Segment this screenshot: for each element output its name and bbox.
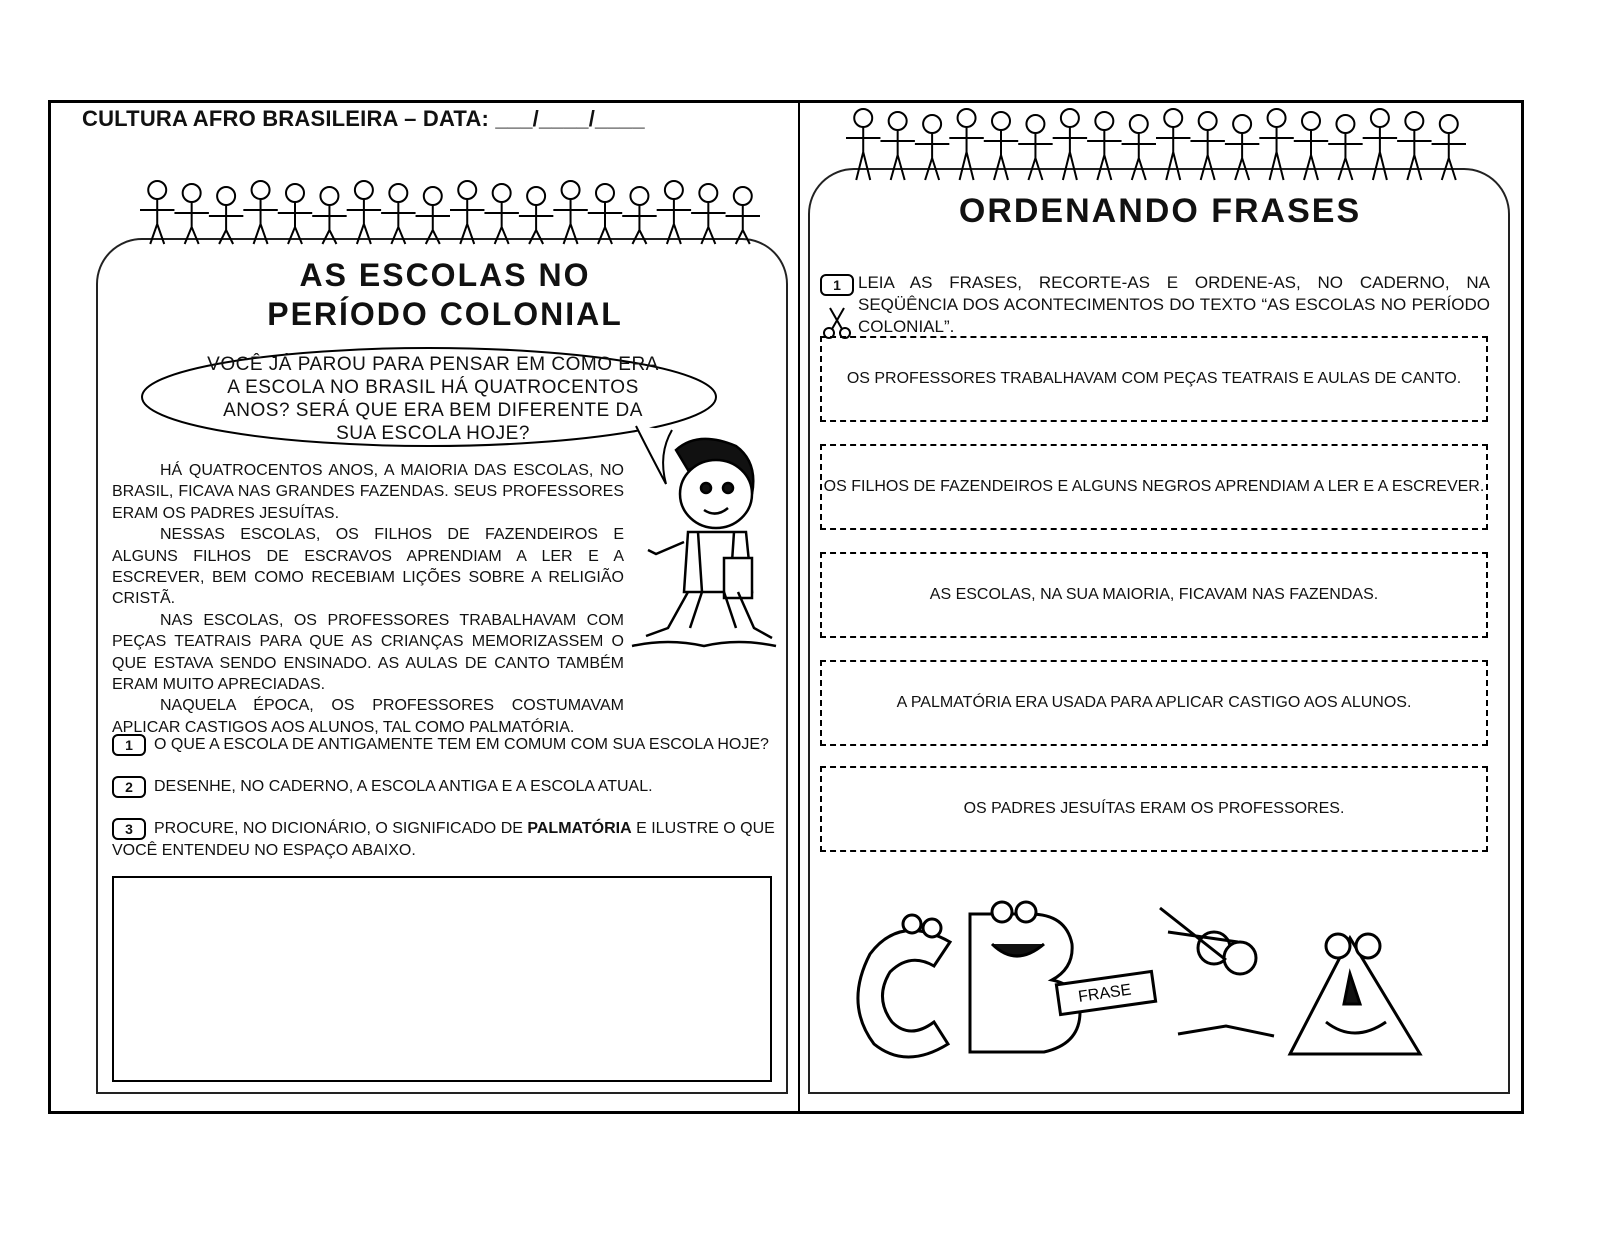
- child-figure-head: [1336, 115, 1354, 133]
- child-figure-body: [1225, 133, 1259, 180]
- child-figure-head: [424, 187, 442, 205]
- paragraph: NAQUELA ÉPOCA, OS PROFESSORES COSTUMAVAM APLICAR CASTIGOS AOS ALUNOS, TAL COMO PALMATÓRIA.: [112, 697, 624, 736]
- children-chain-illustration: [140, 176, 760, 248]
- lesson-title-line2: PERÍODO COLONIAL: [267, 296, 623, 332]
- child-figure-head: [252, 181, 270, 199]
- child-figure-body: [657, 199, 691, 244]
- instruction-text: LEIA AS FRASES, RECORTE-AS E ORDENE-AS, NO CADERNO, NA SEQÜÊNCIA DOS ACONTECIMENTOS DO TEXTO “AS ESCOLAS NO PERÍODO COLONIAL”.: [858, 273, 1490, 336]
- activity-title: ORDENANDO FRASES: [958, 192, 1362, 230]
- child-figure-body: [347, 199, 381, 244]
- child-figure-body: [1156, 127, 1190, 180]
- child-figure-head: [596, 184, 614, 202]
- paragraph: NESSAS ESCOLAS, OS FILHOS DE FAZENDEIROS E ALGUNS FILHOS DE ESCRAVOS APRENDIAM A LER E A ESCREVER, BEM COMO RECEBIAM LIÇÕES SOBRE A RELIGIÃO CRISTÃ.: [112, 526, 624, 608]
- child-figure-head: [148, 181, 166, 199]
- child-figure-head: [734, 187, 752, 205]
- question-text: DESENHE, NO CADERNO, A ESCOLA ANTIGA E A ESCOLA ATUAL.: [154, 778, 653, 796]
- children-chain-illustration: [846, 104, 1466, 184]
- question-number-badge: 1: [112, 734, 146, 756]
- card-label: FRASE: [1077, 981, 1133, 1006]
- child-figure-body: [949, 127, 983, 180]
- instruction-number-badge: 1: [820, 274, 854, 296]
- child-figure-body: [984, 130, 1018, 180]
- speech-line: A ESCOLA NO BRASIL HÁ QUATROCENTOS: [227, 377, 639, 398]
- child-figure-body: [140, 199, 174, 244]
- speech-line: SUA ESCOLA HOJE?: [336, 423, 530, 444]
- child-figure-head: [1268, 109, 1286, 127]
- child-figure-head: [562, 181, 580, 199]
- child-figure-head: [1061, 109, 1079, 127]
- child-figure-body: [726, 205, 760, 244]
- child-figure-body: [484, 202, 518, 244]
- question-1: [112, 734, 772, 756]
- child-figure-body: [1397, 130, 1431, 180]
- child-figure-body: [243, 199, 277, 244]
- lesson-title: [210, 256, 680, 334]
- child-figure-head: [1026, 115, 1044, 133]
- child-figure-body: [278, 202, 312, 244]
- question-2: [112, 776, 772, 798]
- activity-instruction: [820, 272, 1490, 338]
- child-figure-body: [1363, 127, 1397, 180]
- child-figure-body: [1294, 130, 1328, 180]
- child-figure-body: [450, 199, 484, 244]
- child-figure-head: [389, 184, 407, 202]
- lesson-text: [112, 460, 624, 738]
- child-figure-head: [1233, 115, 1251, 133]
- child-figure-head: [992, 112, 1010, 130]
- letters-characters-illustration: [830, 894, 1480, 1074]
- speech-line: ANOS? SERÁ QUE ERA BEM DIFERENTE DA: [223, 400, 643, 421]
- child-figure-head: [1130, 115, 1148, 133]
- child-figure-body: [1053, 127, 1087, 180]
- child-figure-body: [1432, 133, 1466, 180]
- child-figure-head: [286, 184, 304, 202]
- schoolboy-illustration: [628, 432, 778, 662]
- child-figure-head: [630, 187, 648, 205]
- cutout-sentence-strip[interactable]: AS ESCOLAS, NA SUA MAIORIA, FICAVAM NAS FAZENDAS.: [820, 552, 1488, 638]
- child-figure-head: [1302, 112, 1320, 130]
- scissors-icon: [822, 306, 852, 340]
- lesson-title-line1: AS ESCOLAS NO: [299, 257, 591, 293]
- child-figure-head: [699, 184, 717, 202]
- question-keyword: PALMATÓRIA: [527, 820, 632, 838]
- drawing-answer-box[interactable]: [112, 876, 772, 1082]
- child-figure-head: [1095, 112, 1113, 130]
- child-figure-head: [1440, 115, 1458, 133]
- child-figure-body: [1190, 130, 1224, 180]
- speech-bubble-text: [188, 353, 678, 445]
- child-figure-head: [665, 181, 683, 199]
- child-figure-head: [493, 184, 511, 202]
- child-figure-head: [527, 187, 545, 205]
- child-figure-body: [553, 199, 587, 244]
- child-figure-head: [889, 112, 907, 130]
- child-figure-body: [880, 130, 914, 180]
- child-figure-body: [174, 202, 208, 244]
- child-figure-head: [320, 187, 338, 205]
- child-figure-body: [1018, 133, 1052, 180]
- child-figure-head: [1405, 112, 1423, 130]
- child-figure-head: [217, 187, 235, 205]
- child-figure-body: [622, 205, 656, 244]
- paragraph: NAS ESCOLAS, OS PROFESSORES TRABALHAVAM COM PEÇAS TEATRAIS PARA QUE AS CRIANÇAS MEMORIZASSEM O QUE ESTAVA SENDO ENSINADO. AS AULAS DE CANTO TAMBÉM ERAM MUITO APRECIADAS.: [112, 611, 624, 694]
- child-figure-head: [183, 184, 201, 202]
- child-figure-head: [923, 115, 941, 133]
- child-figure-head: [1371, 109, 1389, 127]
- page-divider: [798, 103, 800, 1111]
- worksheet-title: CULTURA AFRO BRASILEIRA – DATA: ___/____/____: [82, 106, 645, 131]
- child-figure-body: [846, 127, 880, 180]
- cutout-sentence-strip[interactable]: A PALMATÓRIA ERA USADA PARA APLICAR CASTIGO AOS ALUNOS.: [820, 660, 1488, 746]
- child-figure-head: [355, 181, 373, 199]
- child-figure-head: [1164, 109, 1182, 127]
- question-text: [112, 820, 775, 859]
- child-figure-body: [915, 133, 949, 180]
- child-figure-head: [458, 181, 476, 199]
- question-text-part: E ILUSTRE O QUE VOCÊ ENTENDEU NO ESPAÇO ABAIXO.: [112, 820, 775, 859]
- question-text: O QUE A ESCOLA DE ANTIGAMENTE TEM EM COMUM COM SUA ESCOLA HOJE?: [154, 736, 769, 754]
- child-figure-body: [1087, 130, 1121, 180]
- question-number-badge: 2: [112, 776, 146, 798]
- question-number-badge: 3: [112, 818, 146, 840]
- cutout-sentence-strip[interactable]: OS PROFESSORES TRABALHAVAM COM PEÇAS TEATRAIS E AULAS DE CANTO.: [820, 336, 1488, 422]
- question-text-part: PROCURE, NO DICIONÁRIO, O SIGNIFICADO DE: [154, 820, 528, 838]
- paragraph: HÁ QUATROCENTOS ANOS, A MAIORIA DAS ESCOLAS, NO BRASIL, FICAVA NAS GRANDES FAZENDAS. SEUS PROFESSORES ERAM OS PADRES JESUÍTAS.: [112, 462, 624, 522]
- child-figure-body: [381, 202, 415, 244]
- child-figure-body: [588, 202, 622, 244]
- cutout-sentence-strip[interactable]: OS FILHOS DE FAZENDEIROS E ALGUNS NEGROS APRENDIAM A LER E A ESCREVER.: [820, 444, 1488, 530]
- child-figure-body: [416, 205, 450, 244]
- cutout-sentence-strip[interactable]: OS PADRES JESUÍTAS ERAM OS PROFESSORES.: [820, 766, 1488, 852]
- question-3: [112, 818, 776, 861]
- child-figure-body: [1259, 127, 1293, 180]
- child-figure-body: [691, 202, 725, 244]
- speech-line: VOCÊ JÁ PAROU PARA PENSAR EM COMO ERA: [207, 354, 659, 375]
- child-figure-head: [854, 109, 872, 127]
- child-figure-body: [1328, 133, 1362, 180]
- child-figure-head: [958, 109, 976, 127]
- child-figure-body: [519, 205, 553, 244]
- child-figure-body: [1122, 133, 1156, 180]
- child-figure-body: [312, 205, 346, 244]
- child-figure-head: [1199, 112, 1217, 130]
- child-figure-body: [209, 205, 243, 244]
